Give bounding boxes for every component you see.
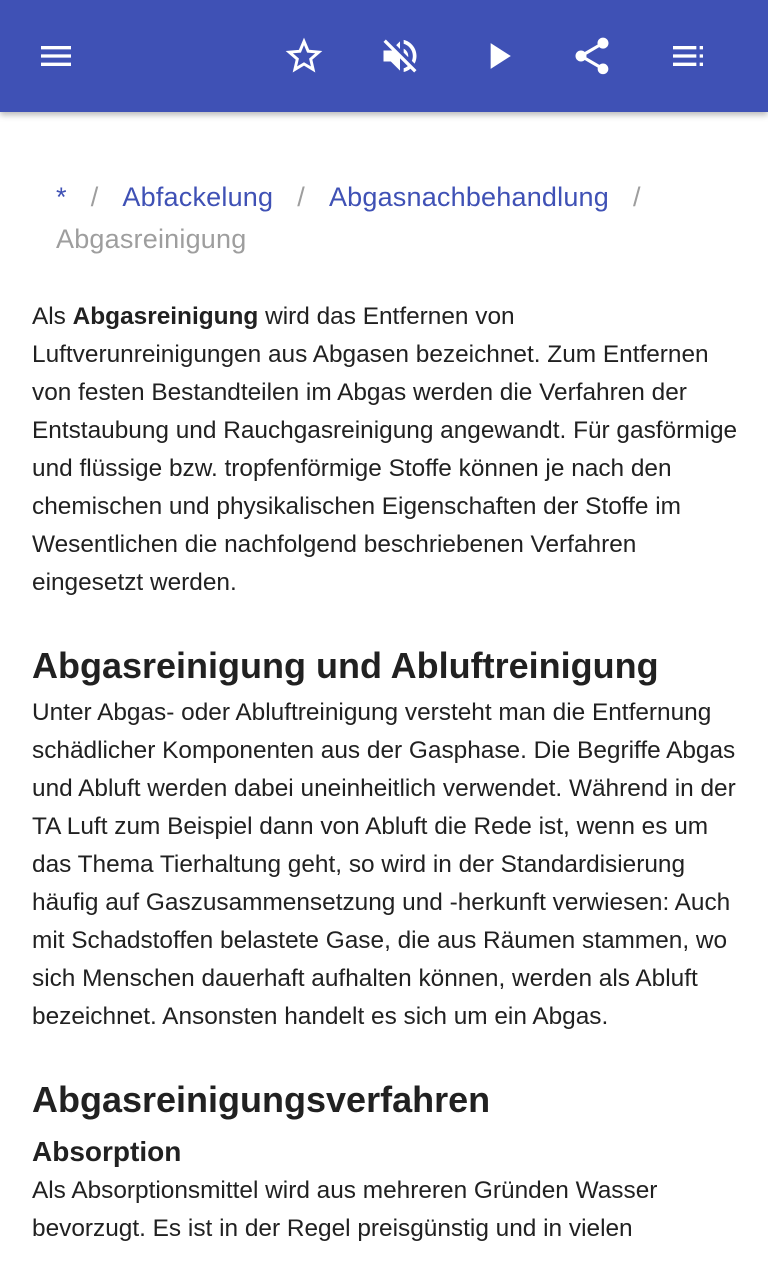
menu-button[interactable] xyxy=(28,28,84,84)
subsection-paragraph: Als Absorptionsmittel wird aus mehreren Gründen Wasser bevorzugt. Es ist in der Regel preisgünstig und in vielen xyxy=(32,1177,658,1242)
content-area xyxy=(0,112,768,1280)
volume-off-icon xyxy=(378,34,422,78)
breadcrumb-separator: / xyxy=(90,182,99,212)
subsection-heading: Absorption xyxy=(32,1136,182,1167)
share-button[interactable] xyxy=(564,28,620,84)
breadcrumb-item-abfackelung[interactable]: Abfackelung xyxy=(122,182,274,212)
article xyxy=(32,298,738,1248)
playlist-icon xyxy=(668,36,708,76)
section-heading: Abgasreinigungsverfahren xyxy=(32,1079,491,1120)
menu-icon xyxy=(36,36,76,76)
intro-prefix: Als xyxy=(32,303,73,330)
section-paragraph: Unter Abgas- oder Abluftreinigung versteht man die Entfernung schädlicher Komponenten aus der Gasphase. Die Begriffe Abgas und Abluft werden dabei uneinheitlich verwendet. Während in der TA Luft zum Beispiel dann von Abluft die Rede ist, wenn es um das Thema Tierhaltung geht, so wird in der Standardisierung häufig auf Gaszusammensetzung und -herkunft verwiesen: Auch mit Schadstoffen belastete Gase, die aus Räumen stammen, wo sich Menschen dauerhaft aufhalten können, werden als Abluft bezeichnet. Ansonsten handelt es sich um ein Abgas. xyxy=(32,699,736,1030)
intro-bold-term: Abgasreinigung xyxy=(72,303,259,330)
star-outline-icon xyxy=(282,34,326,78)
breadcrumb-current: Abgasreinigung xyxy=(56,224,247,254)
breadcrumb-item-home[interactable]: * xyxy=(56,182,67,212)
playlist-button[interactable] xyxy=(660,28,716,84)
breadcrumb-item-abgasnachbehandlung[interactable]: Abgasnachbehandlung xyxy=(328,182,609,212)
breadcrumb xyxy=(56,176,736,260)
share-icon xyxy=(570,34,614,78)
app-bar xyxy=(0,0,768,112)
breadcrumb-separator: / xyxy=(297,182,305,212)
mute-button[interactable] xyxy=(372,28,428,84)
favorite-button[interactable] xyxy=(276,28,332,84)
breadcrumb-separator: / xyxy=(633,182,641,212)
play-icon xyxy=(476,34,520,78)
intro-text: wird das Entfernen von Luftverunreinigungen aus Abgasen bezeichnet. Zum Entfernen von festen Bestandteilen im Abgas werden die Verfahren der Entstaubung und Rauchgasreinigung angewandt. Für gasförmige und flüssige bzw. tropfenförmige Stoffe können je nach den chemischen und physikalischen Eigenschaften der Stoffe im Wesentlichen die nachfolgend beschriebenen Verfahren eingesetzt werden. xyxy=(32,303,738,596)
section-heading: Abgasreinigung und Abluftreinigung xyxy=(32,645,659,686)
intro-paragraph xyxy=(32,298,738,602)
play-button[interactable] xyxy=(470,28,526,84)
